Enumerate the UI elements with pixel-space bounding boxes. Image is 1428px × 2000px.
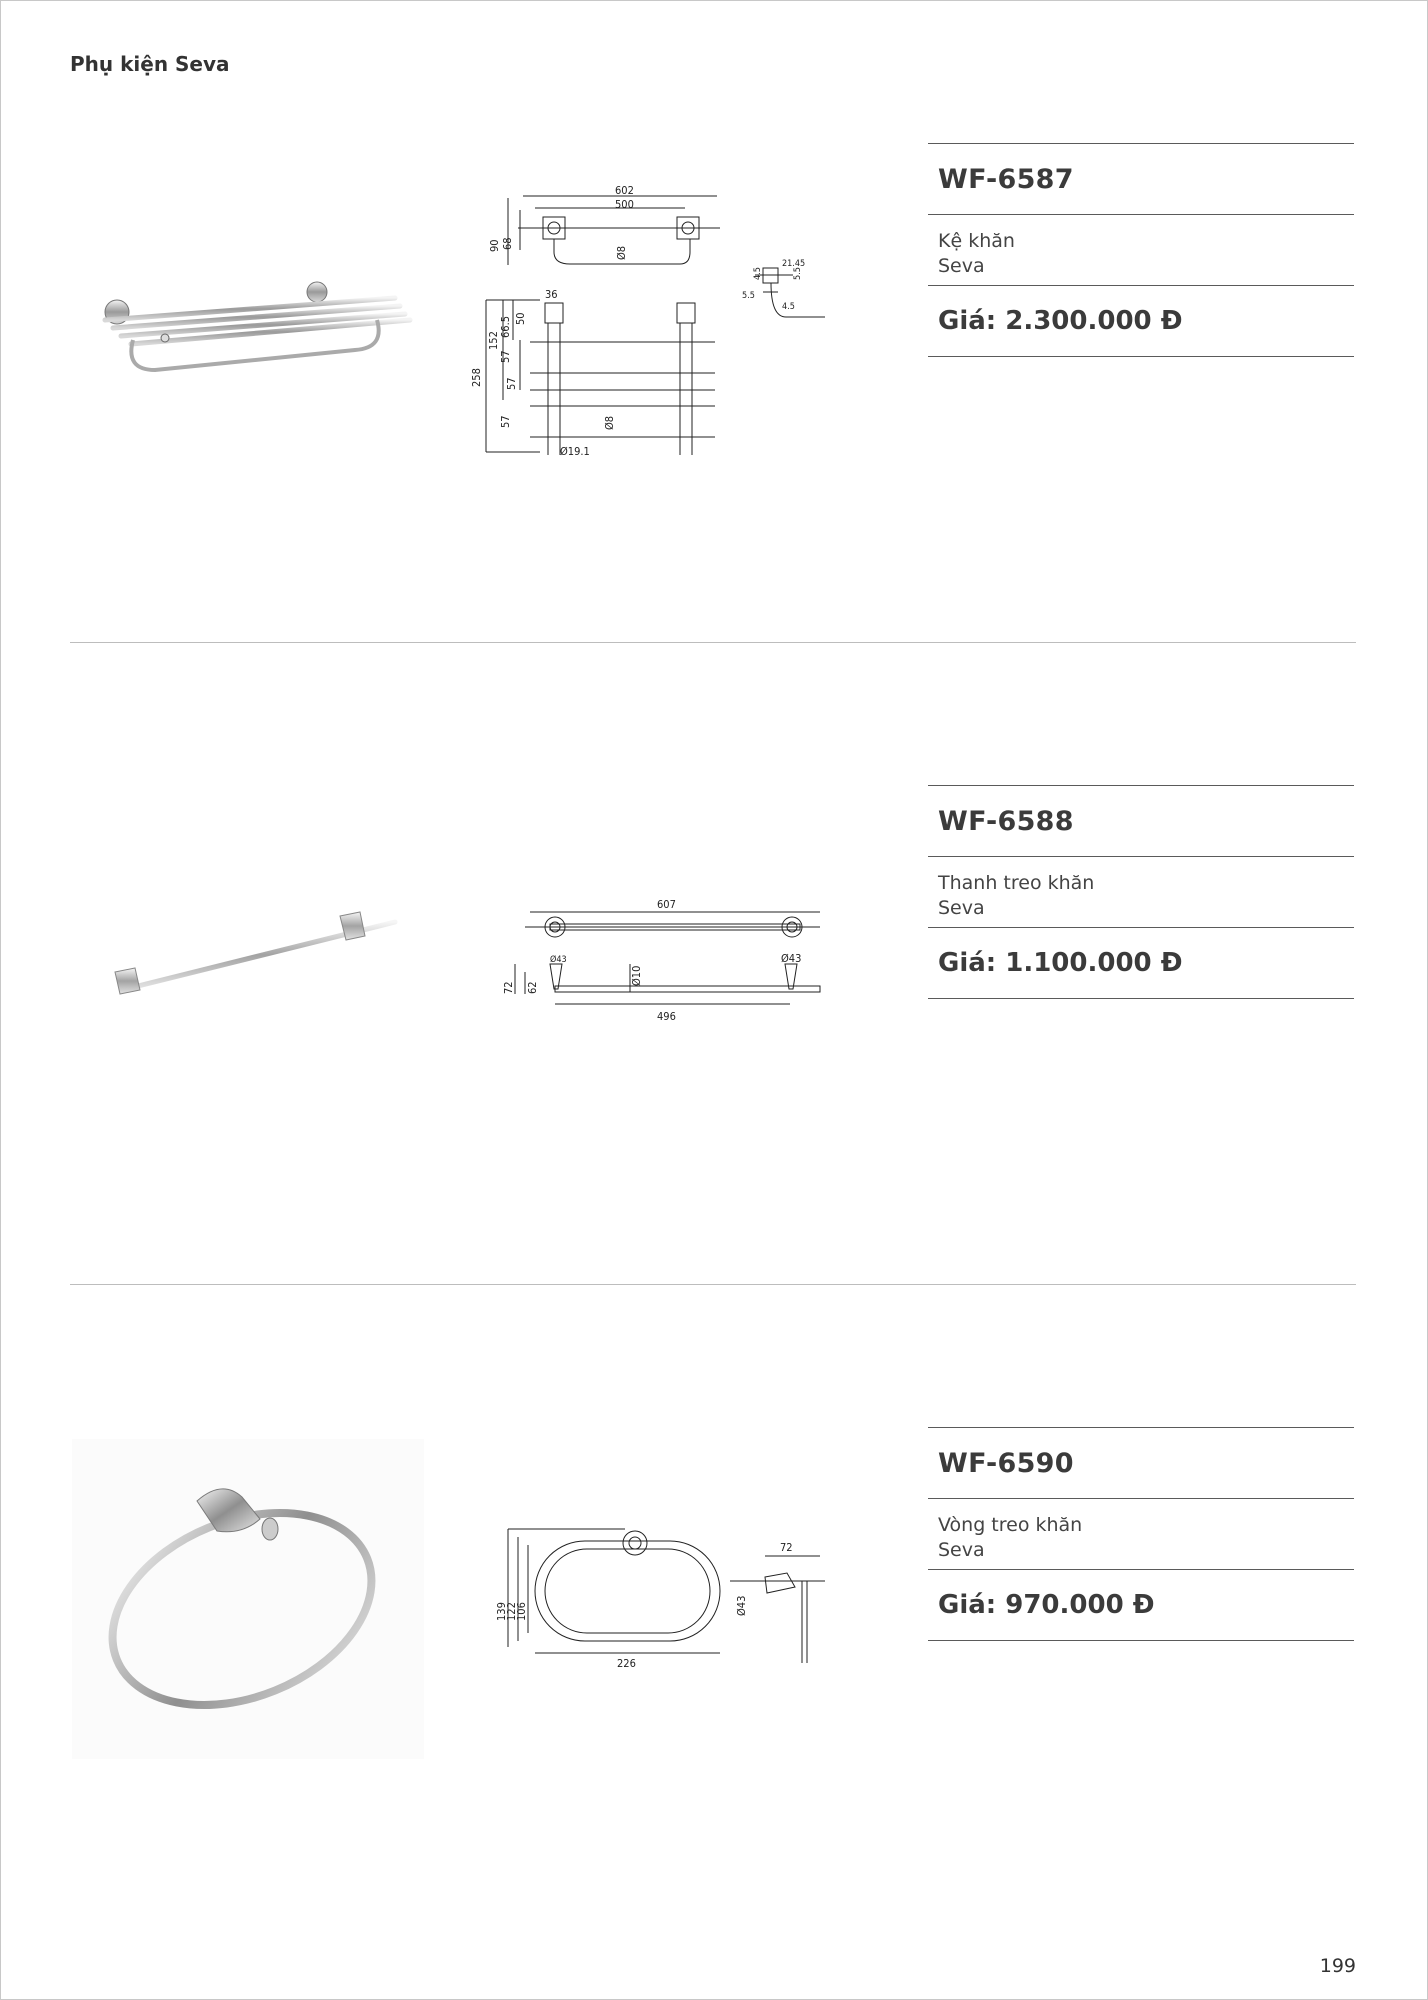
product-description: [928, 215, 1354, 285]
dim-mount-dia: Ø43: [781, 952, 802, 965]
dim-height-total: 258: [470, 368, 483, 387]
dim-detail-d: 5.5: [793, 267, 803, 280]
product-info-wf-6588: [928, 785, 1354, 999]
dim-rod-dia-2: Ø8: [603, 415, 616, 430]
dim-depth: 72: [780, 1541, 793, 1554]
product-price: Giá: 970.000 Đ: [938, 1590, 1155, 1620]
product-info-wf-6590: [928, 1427, 1354, 1641]
dim-detail-e: 4.5: [782, 302, 795, 312]
section-title: Phụ kiện Seva: [70, 52, 230, 76]
product-card-wf-6590: [0, 1284, 1428, 1904]
dim-depth-inner: 68: [501, 237, 514, 250]
dim-inner-length: 496: [657, 1010, 676, 1023]
product-name: Vòng treo khăn: [938, 1514, 1083, 1536]
dim-spacing-d: 57: [505, 377, 518, 390]
dim-rod-dia: Ø8: [615, 245, 628, 260]
product-description: [928, 1499, 1354, 1569]
dim-height-upper: 152: [487, 331, 500, 350]
product-photo-towel-ring: [72, 1439, 424, 1759]
info-rule: [928, 998, 1354, 999]
dim-detail-b: 4.5: [753, 267, 763, 280]
technical-drawing-wf-6588: [500, 894, 830, 1024]
dim-height-outer: 139: [495, 1602, 508, 1621]
product-card-wf-6588: [0, 642, 1428, 1262]
product-code: WF-6588: [938, 806, 1074, 837]
dim-spacing-c: 57: [499, 350, 512, 363]
dim-height-mid: 122: [505, 1602, 518, 1621]
dim-small-dia: Ø43: [550, 955, 567, 965]
dim-mount-width: 36: [545, 288, 558, 301]
technical-drawing-wf-6587: [470, 180, 840, 465]
product-code: WF-6590: [938, 1448, 1074, 1479]
product-price: Giá: 1.100.000 Đ: [938, 948, 1183, 978]
dim-mount-dia: Ø43: [735, 1595, 748, 1616]
dim-rod-dia: Ø10: [630, 965, 643, 986]
product-description: [928, 857, 1354, 927]
dim-height-inner: 106: [515, 1602, 528, 1621]
dim-spacing-b: 50: [514, 312, 527, 325]
product-brand: Seva: [938, 897, 985, 919]
product-photo-towel-shelf: [95, 270, 410, 380]
product-card-wf-6587: [0, 0, 1428, 620]
dim-spacing-e: 57: [499, 415, 512, 428]
product-price: Giá: 2.300.000 Đ: [938, 306, 1183, 336]
page-number: 199: [1319, 1955, 1356, 1977]
product-info-wf-6587: [928, 143, 1354, 357]
dim-width: 226: [617, 1657, 636, 1670]
dim-overall-width: 602: [615, 184, 634, 197]
dim-bar-length: 500: [615, 198, 634, 211]
dim-detail-c: 5.5: [742, 291, 755, 301]
dim-spacing-a: 66.5: [499, 315, 512, 338]
product-brand: Seva: [938, 1539, 985, 1561]
info-rule: [928, 1640, 1354, 1641]
dim-overall-length: 607: [657, 898, 676, 911]
technical-drawing-wf-6590: [495, 1521, 835, 1671]
dim-depth-outer: 90: [488, 239, 501, 252]
dim-mount-dia: Ø19.1: [560, 445, 590, 458]
dim-height-inner: 62: [526, 981, 539, 994]
product-brand: Seva: [938, 255, 985, 277]
product-code: WF-6587: [938, 164, 1074, 195]
product-name: Kệ khăn: [938, 230, 1015, 252]
info-rule: [928, 356, 1354, 357]
dim-detail-a: 21.45: [782, 259, 806, 269]
product-name: Thanh treo khăn: [938, 872, 1095, 894]
dim-height: 72: [502, 981, 515, 994]
product-photo-towel-bar: [110, 910, 400, 1005]
